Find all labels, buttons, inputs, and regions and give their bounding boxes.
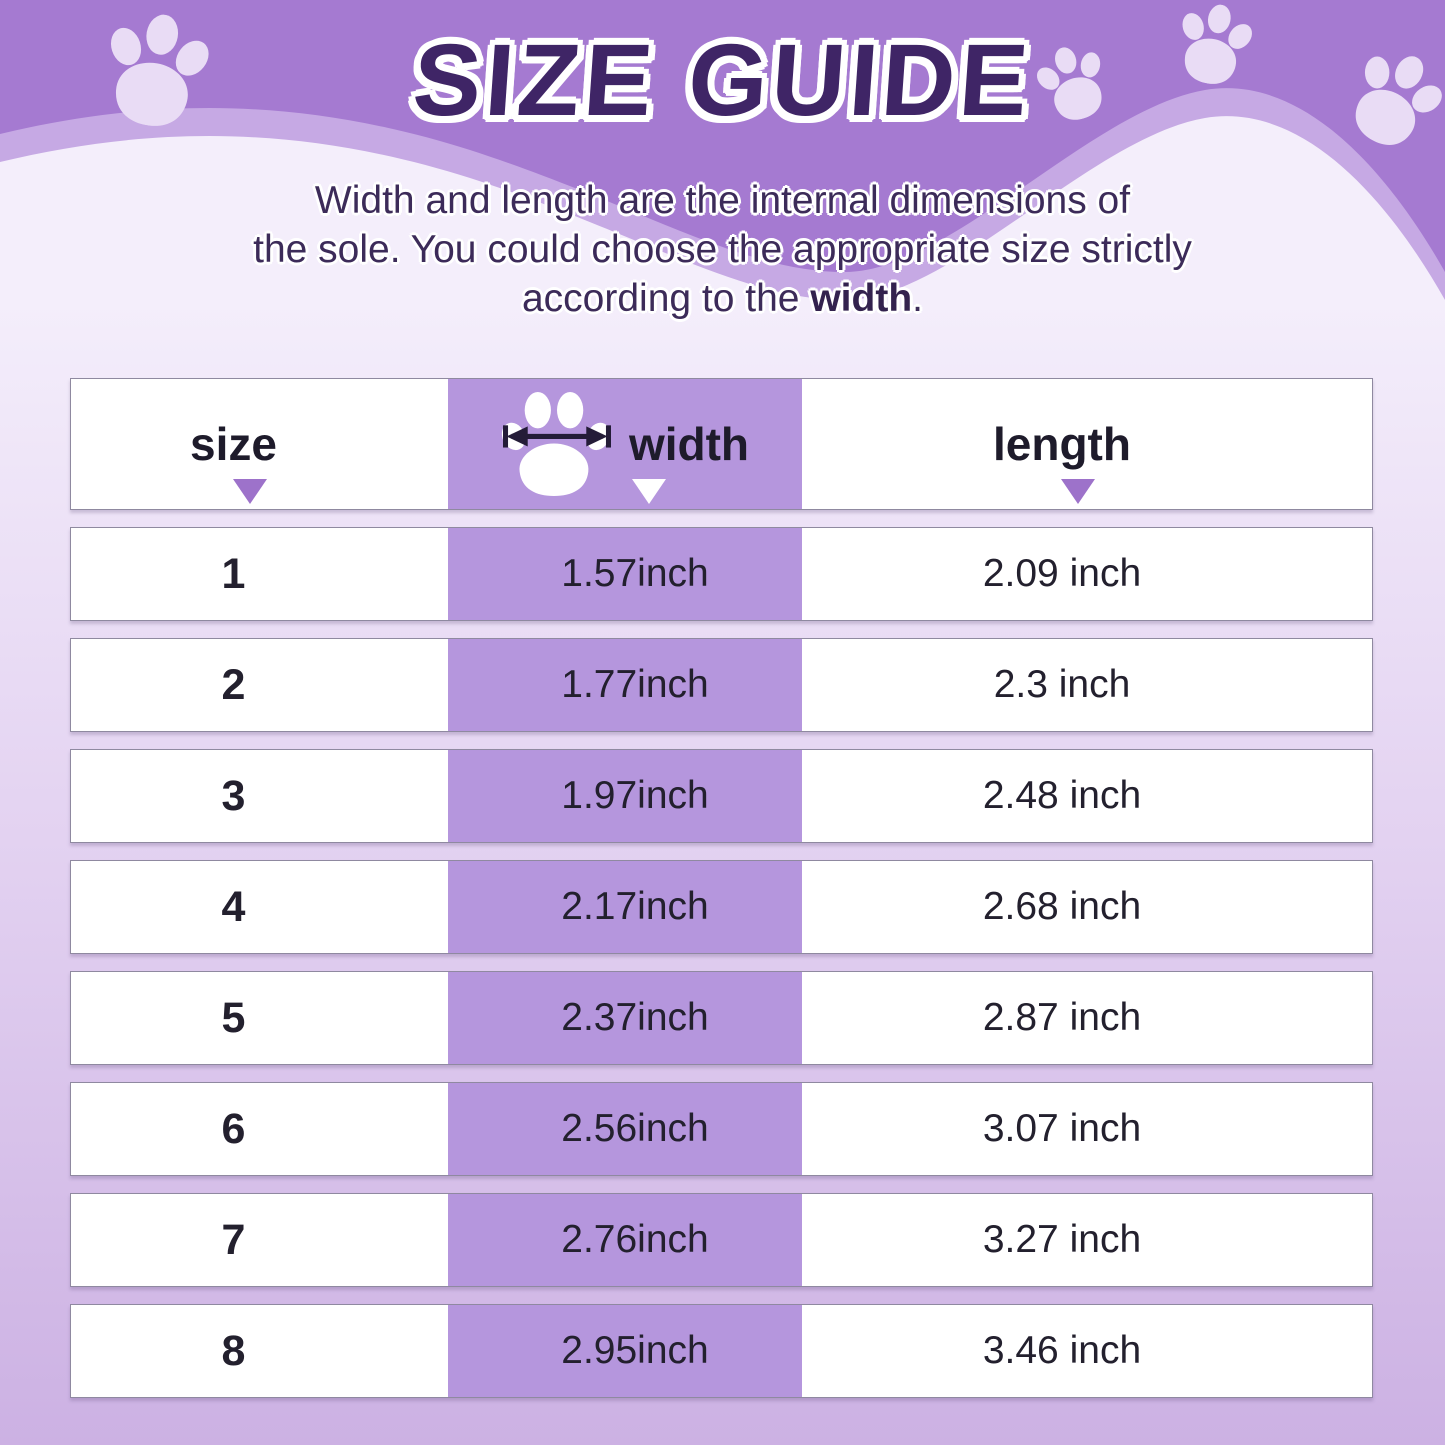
- paw-width-measure-icon: [501, 391, 613, 497]
- table-row: [70, 860, 1373, 954]
- width-cell: 1.57inch: [561, 552, 709, 595]
- table-row: [70, 1304, 1373, 1398]
- length-cell: 3.27 inch: [982, 1218, 1142, 1261]
- table-row: [70, 971, 1373, 1065]
- length-cell: 3.46 inch: [982, 1329, 1142, 1372]
- triangle-down-icon: [632, 479, 666, 504]
- width-cell: 2.37inch: [561, 996, 709, 1039]
- width-cell: 2.56inch: [561, 1107, 709, 1150]
- table-row: [70, 749, 1373, 843]
- length-cell: 3.07 inch: [982, 1107, 1142, 1150]
- size-cell: 2: [221, 660, 246, 709]
- size-cell: 3: [221, 771, 246, 820]
- column-header-length: length: [993, 418, 1131, 470]
- table-row: [70, 638, 1373, 732]
- length-cell: 2.68 inch: [982, 885, 1142, 928]
- table-row: [70, 1082, 1373, 1176]
- intro-line-2: the sole. You could choose the appropriate size strictly: [253, 228, 1192, 271]
- size-cell: 1: [221, 549, 246, 598]
- intro-line-1: Width and length are the internal dimensions of: [314, 179, 1131, 222]
- size-cell: 4: [221, 882, 246, 931]
- page-title: SIZE GUIDE: [409, 23, 1036, 137]
- table-row: [70, 1193, 1373, 1287]
- triangle-down-icon: [233, 479, 267, 504]
- triangle-down-icon: [1061, 479, 1095, 504]
- width-cell: 1.97inch: [561, 774, 709, 817]
- width-cell: 2.17inch: [561, 885, 709, 928]
- size-cell: 7: [221, 1215, 246, 1264]
- column-header-width: [448, 379, 802, 509]
- column-header-width-label: width: [628, 418, 750, 470]
- length-cell: 2.87 inch: [982, 996, 1142, 1039]
- intro-width-keyword: width: [810, 277, 913, 320]
- intro-line-3-suffix: .: [912, 277, 923, 320]
- table-header-row: [70, 378, 1373, 510]
- intro-text: [0, 176, 1445, 323]
- table-row: [70, 527, 1373, 621]
- column-header-size: size: [190, 418, 277, 470]
- intro-line-3: [0, 274, 1445, 323]
- length-cell: 2.48 inch: [982, 774, 1142, 817]
- size-cell: 6: [221, 1104, 246, 1153]
- width-cell: 1.77inch: [561, 663, 709, 706]
- width-cell: 2.76inch: [561, 1218, 709, 1261]
- size-cell: 8: [221, 1326, 246, 1375]
- intro-line-3-prefix: according to the: [521, 277, 811, 320]
- length-cell: 2.09 inch: [982, 552, 1142, 595]
- width-cell: 2.95inch: [561, 1329, 709, 1372]
- size-table: [70, 378, 1373, 1398]
- size-cell: 5: [221, 993, 246, 1042]
- length-cell: 2.3 inch: [993, 663, 1131, 706]
